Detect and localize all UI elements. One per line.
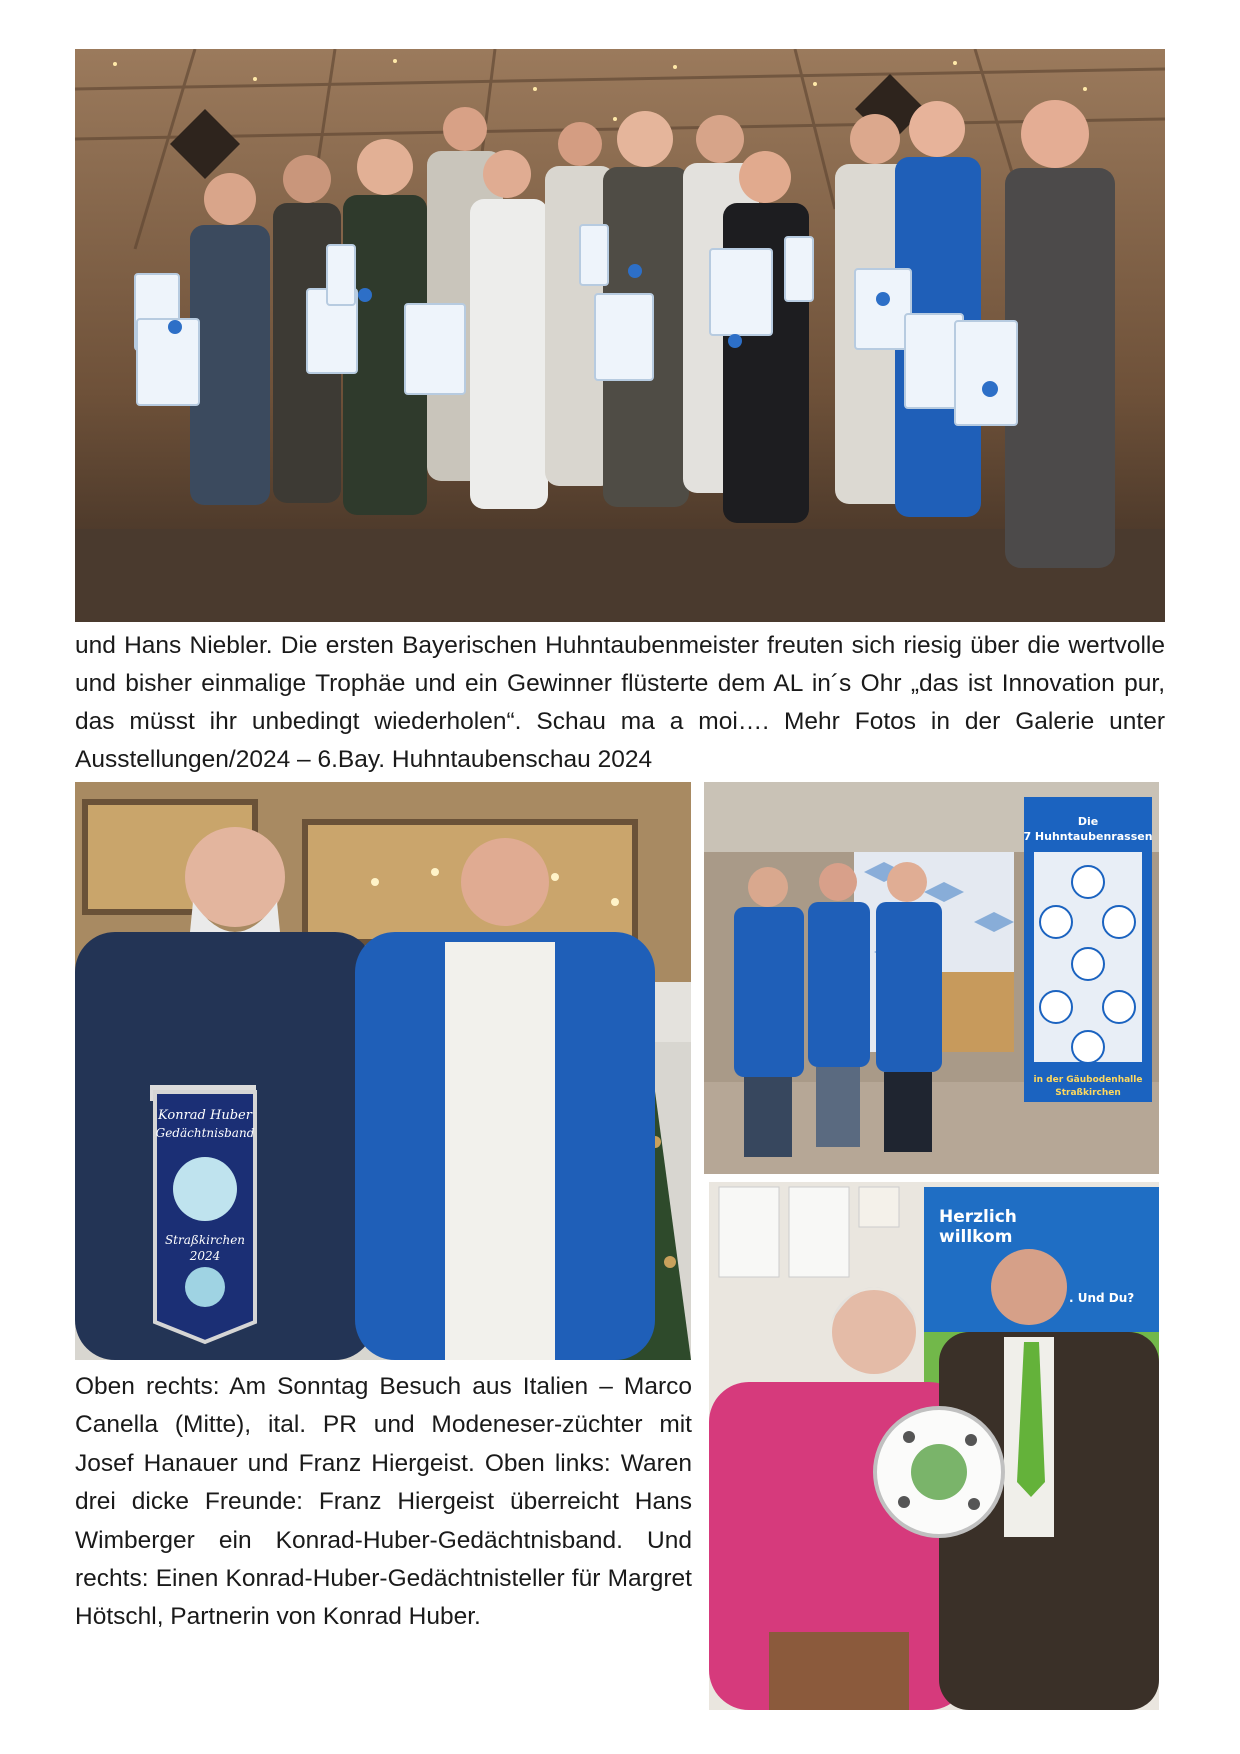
pennant-line4: 2024: [189, 1249, 221, 1263]
welcome-sign-line2: willkom: [939, 1227, 1013, 1247]
banner-title-line1: Die: [1077, 815, 1099, 828]
welcome-sign-side: . Und Du?: [1069, 1291, 1135, 1305]
pennant-handover-photo: [75, 782, 691, 1360]
banner-footer-line2: Straßkirchen: [1055, 1088, 1121, 1098]
pennant-line3: Straßkirchen: [164, 1233, 246, 1247]
pennant-line1: Konrad Huber: [158, 1108, 252, 1123]
banner-footer-line1: in der Gäubodenhalle: [1033, 1075, 1143, 1085]
visit-from-italy-photo: [704, 782, 1159, 1174]
pennant-line2: Gedächtnisband: [155, 1126, 255, 1140]
caption-top: und Hans Niebler. Die ersten Bayerischen Huhntaubenmeister freuten sich riesig über die wertvolle und bisher einmalige Trophäe und ein Gewinner flüsterte dem AL in´s Ohr „das ist Innovation pur, das müsst ihr unbedingt wiederholen“. Schau ma a moi…. Mehr Fotos in der Galerie unter Ausstellungen/2024 – 6.Bay. Huhntaubenschau 2024: [75, 632, 1165, 773]
memorial-plate-photo: [709, 1182, 1159, 1710]
caption-bottom: Oben rechts: Am Sonntag Besuch aus Italien – Marco Canella (Mitte), ital. PR und Modeneser-züchter mit Josef Hanauer und Franz Hiergeist. Oben links: Waren drei dicke Freunde: Franz Hiergeist überreicht Hans Wimberger ein Konrad-Huber-Gedächtnisband. Und rechts: Einen Konrad-Huber-Gedächtnisteller für Margret Hötschl, Partnerin von Konrad Huber.: [75, 1373, 692, 1631]
group-award-photo: [75, 49, 1165, 622]
welcome-sign-line1: Herzlich: [939, 1207, 1017, 1227]
banner-title-line2: 7 Huhntaubenrassen: [1023, 830, 1153, 843]
